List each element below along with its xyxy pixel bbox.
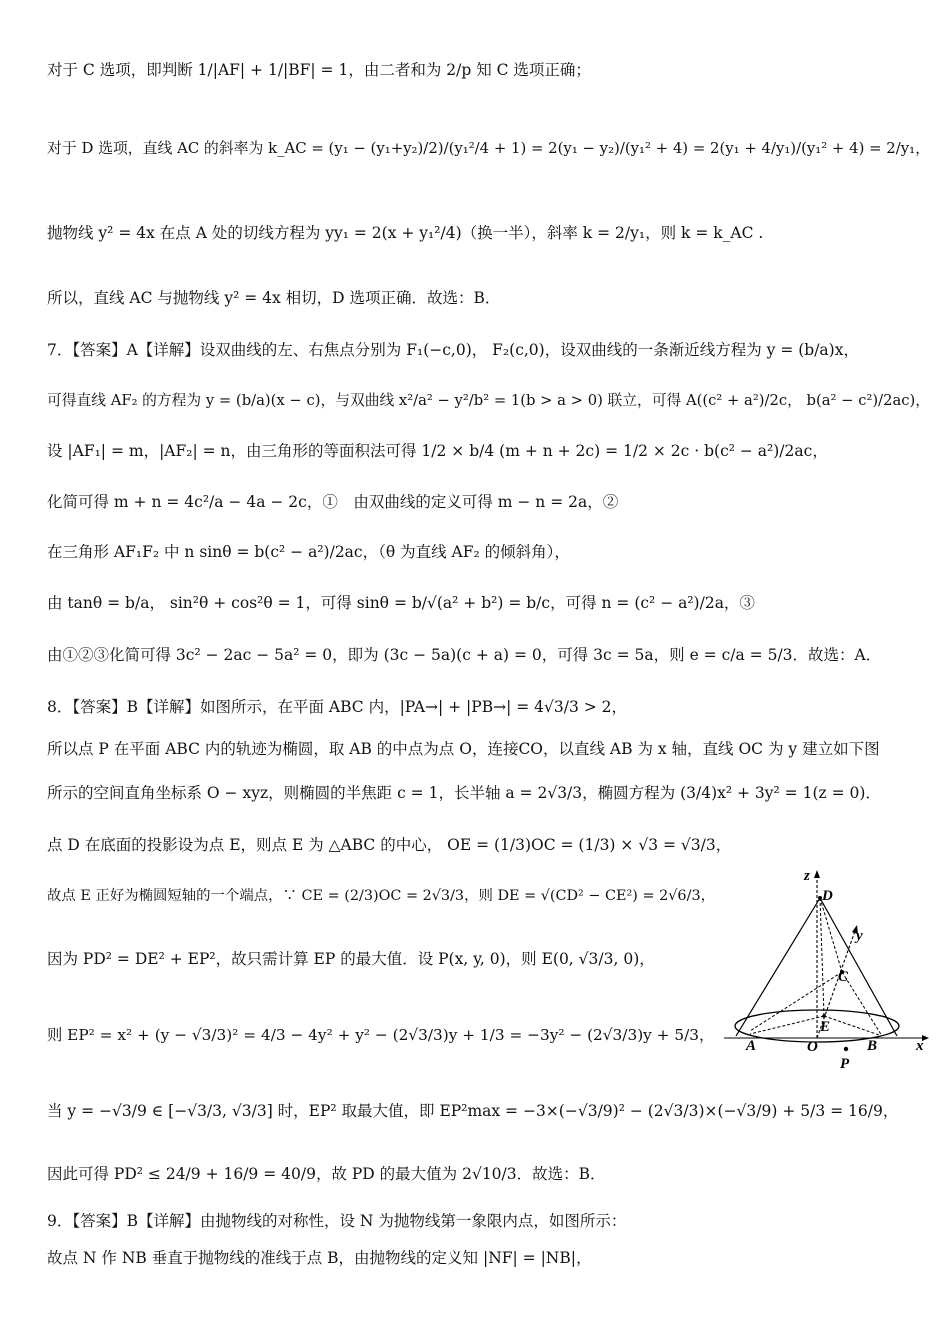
label-C: C xyxy=(838,969,849,985)
label-D: D xyxy=(822,888,833,904)
label-E: E xyxy=(820,1019,831,1035)
label-z: z xyxy=(804,868,810,884)
line-16: 因为 PD² = DE² + EP²，故只需计算 EP 的最大值．设 P(x, y, 0)，则 E(0, √3/3, 0)， xyxy=(47,950,655,968)
line-8: 在三角形 AF₁F₂ 中 n sinθ = b(c² − a²)/2ac，（θ 为直线 AF₂ 的倾斜角）， xyxy=(47,543,570,561)
line-6: 设 |AF₁| = m，|AF₂| = n，由三角形的等面积法可得 1/2 × b/4 (m + n + 2c) = 1/2 × 2c · b(c² − a²)/2ac， xyxy=(47,442,828,460)
line-11: 8．【答案】B【详解】如图所示，在平面 ABC 内，|PA→| + |PB→| = 4√3/3 > 2， xyxy=(47,698,628,716)
line-12: 所以点 P 在平面 ABC 内的轨迹为椭圆，取 AB 的中点为点 O，连接CO，以直线 AB 为 x 轴，直线 OC 为 y 建立如下图 xyxy=(47,740,880,758)
line-7: 化简可得 m + n = 4c²/a − 4a − 2c，① 由双曲线的定义可得 m − n = 2a，② xyxy=(47,493,619,511)
line-18: 当 y = −√3/9 ∈ [−√3/3, √3/3] 时，EP² 取最大值，即 EP²max = −3×(−√3/9)² − (2√3/3)×(−√3/9) + 5/3 = 16/9， xyxy=(47,1102,899,1120)
line-3: 所以，直线 AC 与抛物线 y² = 4x 相切，D 选项正确．故选：B． xyxy=(47,289,501,307)
cone-figure xyxy=(722,866,932,1076)
line-5: 可得直线 AF₂ 的方程为 y = (b/a)(x − c)，与双曲线 x²/a² − y²/b² = 1(b > a > 0) 联立，可得 A((c² + a²)/2c， b(a² − c²)/2ac)， xyxy=(47,392,931,409)
cone-diagram xyxy=(722,866,932,1076)
line-9: 由 tanθ = b/a， sin²θ + cos²θ = 1，可得 sinθ = b/√(a² + b²) = b/c，可得 n = (c² − a²)/2a，③ xyxy=(47,594,755,612)
label-B: B xyxy=(867,1038,878,1054)
label-O: O xyxy=(807,1039,818,1055)
line-19: 因此可得 PD² ≤ 24/9 + 16/9 = 40/9，故 PD 的最大值为 2√10/3．故选：B． xyxy=(47,1165,606,1183)
line-4: 7．【答案】A【详解】设双曲线的左、右焦点分别为 F₁(−c,0)， F₂(c,0)，设双曲线的一条渐近线方程为 y = (b/a)x， xyxy=(47,341,859,359)
line-17: 则 EP² = x² + (y − √3/3)² = 4/3 − 4y² + y² − (2√3/3)y + 1/3 = −3y² − (2√3/3)y + 5/3， xyxy=(47,1026,715,1044)
line-0: 对于 C 选项，即判断 1/|AF| + 1/|BF| = 1，由二者和为 2/p 知 C 选项正确； xyxy=(47,61,591,79)
line-15: 故点 E 正好为椭圆短轴的一个端点，∵ CE = (2/3)OC = 2√3/3，则 DE = √(CD² − CE²) = 2√6/3， xyxy=(47,888,715,904)
line-2: 抛物线 y² = 4x 在点 A 处的切线方程为 yy₁ = 2(x + y₁²/4)（换一半），斜率 k = 2/y₁，则 k = k_AC . xyxy=(47,224,764,242)
line-10: 由①②③化简可得 3c² − 2ac − 5a² = 0，即为 (3c − 5a)(c + a) = 0，可得 3c = 5a，则 e = c/a = 5/3．故选：A． xyxy=(47,646,882,664)
label-x: x xyxy=(916,1038,924,1054)
line-14: 点 D 在底面的投影设为点 E，则点 E 为 △ABC 的中心， OE = (1/3)OC = (1/3) × √3 = √3/3， xyxy=(47,836,732,854)
label-P: P xyxy=(840,1056,850,1072)
label-A: A xyxy=(746,1038,757,1054)
line-21: 故点 N 作 NB 垂直于抛物线的准线于点 B，由抛物线的定义知 |NF| = |NB|， xyxy=(47,1249,592,1267)
line-13: 所示的空间直角坐标系 O − xyz，则椭圆的半焦距 c = 1，长半轴 a = 2√3/3，椭圆方程为 (3/4)x² + 3y² = 1(z = 0)． xyxy=(47,784,881,802)
line-1: 对于 D 选项，直线 AC 的斜率为 k_AC = (y₁ − (y₁+y₂)/2)/(y₁²/4 + 1) = 2(y₁ − y₂)/(y₁² + 4) = 2(y₁ + 4/y₁)/(y₁² + 4) = 2/y₁， xyxy=(47,139,930,157)
line-20: 9．【答案】B【详解】由抛物线的对称性，设 N 为抛物线第一象限内点，如图所示： xyxy=(47,1212,627,1230)
label-y: y xyxy=(856,928,863,944)
